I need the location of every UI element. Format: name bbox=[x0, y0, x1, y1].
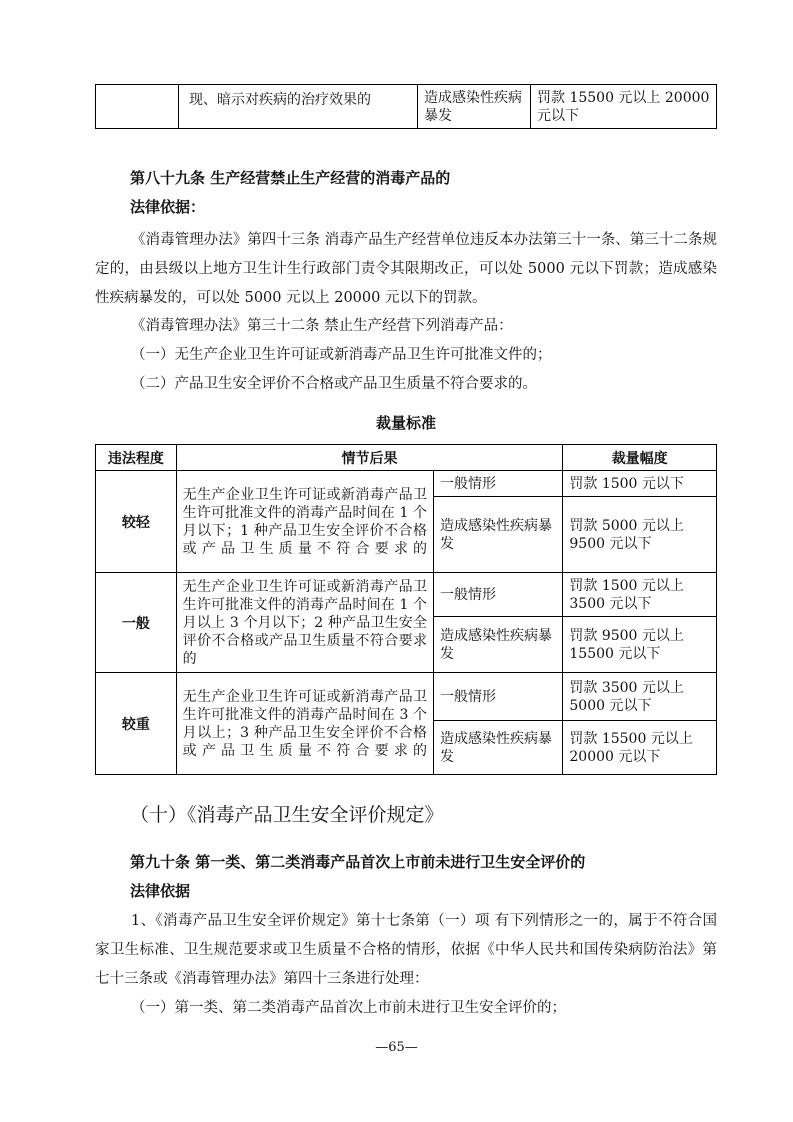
page-number: —65— bbox=[375, 1040, 418, 1055]
penalty-cell: 罚款 9500 元以上 15500 元以下 bbox=[563, 617, 717, 673]
top-continuation-table bbox=[95, 84, 717, 129]
case-cell: 造成感染性疾病暴发 bbox=[434, 497, 563, 573]
description-cell: 无生产企业卫生许可证或新消毒产品卫生许可批准文件的消毒产品时间在 1 个月以下；1 种产品卫生安全评价不合格或产品卫生质量不符合要求的 bbox=[176, 471, 433, 573]
table-row bbox=[96, 471, 717, 497]
top-table-consequence: 造成感染性疾病暴发 bbox=[418, 85, 531, 129]
article-89-item-1: （一）无生产企业卫生许可证或新消毒产品卫生许可批准文件的； bbox=[131, 347, 552, 363]
header-level: 违法程度 bbox=[96, 445, 177, 471]
case-cell: 一般情形 bbox=[434, 471, 563, 497]
top-table-desc: 现、暗示对疾病的治疗效果的 bbox=[179, 85, 418, 129]
level-cell: 较重 bbox=[96, 673, 177, 775]
article-90-item-1: （一）第一类、第二类消毒产品首次上市前未进行卫生安全评价的； bbox=[131, 1000, 566, 1016]
discretion-standard-table bbox=[95, 444, 717, 775]
case-cell: 造成感染性疾病暴发 bbox=[434, 721, 563, 775]
table-header-row bbox=[96, 445, 717, 471]
standard-table-title: 裁量标准 bbox=[375, 414, 436, 432]
article-89-item-2: （二）产品卫生安全评价不合格或产品卫生质量不符合要求的。 bbox=[131, 376, 537, 392]
article-89-heading: 第八十九条 生产经营禁止生产经营的消毒产品的 bbox=[130, 169, 451, 187]
case-cell: 一般情形 bbox=[434, 673, 563, 721]
level-cell: 较轻 bbox=[96, 471, 177, 573]
article-90-heading: 第九十条 第一类、第二类消毒产品首次上市前未进行卫生安全评价的 bbox=[130, 853, 586, 871]
case-cell: 造成感染性疾病暴发 bbox=[434, 617, 563, 673]
article-89-paragraph-2: 《消毒管理办法》第三十二条 禁止生产经营下列消毒产品： bbox=[131, 318, 513, 334]
table-row bbox=[96, 573, 717, 617]
case-cell: 一般情形 bbox=[434, 573, 563, 617]
table-row bbox=[96, 673, 717, 721]
article-89-basis-label: 法律依据： bbox=[130, 198, 206, 216]
article-89-paragraph-1: 《消毒管理办法》第四十三条 消毒产品生产经营单位违反本办法第三十一条、第三十二条规定的，由县级以上地方卫生计生行政部门责令其限期改正，可以处 5000 元以下罚款；造成感染性疾病暴发的，可以处 5000 元以上 20000 元以下的罚款。 bbox=[95, 232, 717, 306]
penalty-cell: 罚款 1500 元以下 bbox=[563, 471, 717, 497]
header-range: 裁量幅度 bbox=[563, 445, 717, 471]
header-circumstance: 情节后果 bbox=[176, 445, 563, 471]
article-90-paragraph-1: 1、《消毒产品卫生安全评价规定》第十七条第（一）项 有下列情形之一的，属于不符合国家卫生标准、卫生规范要求或卫生质量不合格的情形，依据《中华人民共和国传染病防治法》第七十三条或《消毒管理办法》第四十三条进行处理： bbox=[95, 913, 717, 987]
description-cell: 无生产企业卫生许可证或新消毒产品卫生许可批准文件的消毒产品时间在 3 个月以上；3 种产品卫生安全评价不合格或产品卫生质量不符合要求的 bbox=[176, 673, 433, 775]
level-cell: 一般 bbox=[96, 573, 177, 673]
penalty-cell: 罚款 1500 元以上 3500 元以下 bbox=[563, 573, 717, 617]
penalty-cell: 罚款 5000 元以上 9500 元以下 bbox=[563, 497, 717, 573]
article-90-basis-label: 法律依据 bbox=[130, 882, 191, 900]
penalty-cell: 罚款 15500 元以上 20000 元以下 bbox=[563, 721, 717, 775]
penalty-cell: 罚款 3500 元以上 5000 元以下 bbox=[563, 673, 717, 721]
top-table-empty-cell bbox=[96, 85, 179, 129]
top-table-penalty: 罚款 15500 元以上 20000 元以下 bbox=[531, 85, 717, 129]
description-cell: 无生产企业卫生许可证或新消毒产品卫生许可批准文件的消毒产品时间在 1 个月以上 3 个月以下；2 种产品卫生安全评价不合格或产品卫生质量不符合要求的 bbox=[176, 573, 433, 673]
section-10-heading: （十）《消毒产品卫生安全评价规定》 bbox=[130, 804, 444, 826]
